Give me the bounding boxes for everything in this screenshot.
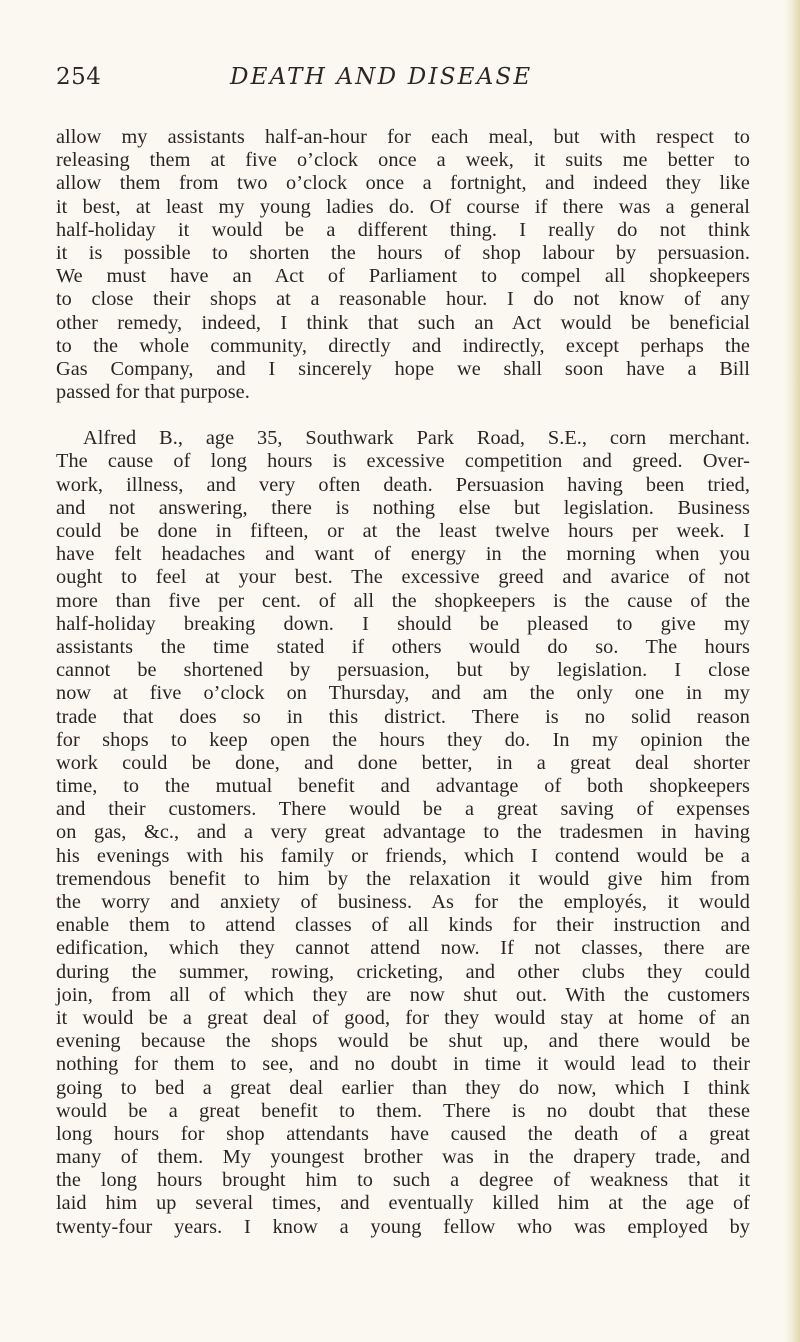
text-line: evening because the shops would be shut up, and there would be [56, 1030, 750, 1053]
text-line: it would be a great deal of good, for they would stay at home of an [56, 1006, 750, 1029]
text-line: and not answering, there is nothing else but legislation. Business [56, 496, 750, 519]
text-line: edification, which they cannot attend now. If not classes, there are [56, 937, 750, 960]
text-line: could be done in fifteen, or at the least twelve hours per week. I [56, 520, 750, 542]
text-line: to close their shops at a reasonable hour. I do not know of any [56, 288, 750, 311]
text-line: it is possible to shorten the hours of shop labour by persuasion. [56, 241, 750, 264]
text-line: nothing for them to see, and no doubt in time it would lead to their [56, 1053, 750, 1076]
paragraph [56, 126, 750, 404]
text-line: long hours for shop attendants have caused the death of a great [56, 1122, 750, 1145]
text-line: half-holiday it would be a different thing. I really do not think [56, 218, 750, 241]
text-line: The cause of long hours is excessive competition and greed. Over- [56, 450, 750, 473]
body-text [56, 126, 750, 1239]
text-line: join, from all of which they are now shut out. With the customers [56, 983, 750, 1006]
text-line: assistants the time stated if others would do so. The hours [56, 635, 750, 658]
text-line: trade that does so in this district. There is no solid reason [56, 705, 750, 728]
text-line: ought to feel at your best. The excessive greed and avarice of not [56, 566, 750, 589]
text-line: during the summer, rowing, cricketing, and other clubs they could [56, 960, 750, 983]
text-line: it best, at least my young ladies do. Of course if there was a general [56, 195, 750, 218]
text-line: passed for that purpose. [56, 381, 250, 404]
text-line: enable them to attend classes of all kinds for their instruction and [56, 914, 750, 937]
text-line: We must have an Act of Parliament to compel all shopkeepers [56, 265, 750, 288]
text-line: Gas Company, and I sincerely hope we shall soon have a Bill [56, 357, 750, 380]
text-line: work, illness, and very often death. Persuasion having been tried, [56, 473, 750, 496]
text-line: for shops to keep open the hours they do. In my opinion the [56, 728, 750, 751]
text-line: allow my assistants half-an-hour for each meal, but with respect to [56, 126, 750, 148]
text-line: the long hours brought him to such a degree of weakness that it [56, 1169, 750, 1192]
paragraph [56, 427, 750, 1239]
page-edge [784, 0, 800, 1342]
text-line: half-holiday breaking down. I should be pleased to give my [56, 612, 750, 635]
text-line: other remedy, indeed, I think that such an Act would be beneficial [56, 311, 750, 334]
text-line: to the whole community, directly and indirectly, except perhaps the [56, 334, 750, 357]
text-line: would be a great benefit to them. There is no doubt that these [56, 1099, 750, 1122]
text-line: twenty-four years. I know a young fellow who was employed by [56, 1215, 750, 1238]
page-header [56, 64, 756, 100]
text-line: more than five per cent. of all the shopkeepers is the cause of the [56, 589, 750, 612]
running-head: DEATH AND DISEASE [230, 64, 533, 90]
page-number: 254 [56, 64, 102, 90]
text-line: allow them from two o’clock once a fortnight, and indeed they like [56, 172, 750, 195]
text-line: have felt headaches and want of energy in the morning when you [56, 543, 750, 566]
text-line: work could be done, and done better, in a great deal shorter [56, 751, 750, 774]
text-line: tremendous benefit to him by the relaxation it would give him from [56, 867, 750, 890]
paragraph-gap [56, 404, 750, 427]
text-line: now at five o’clock on Thursday, and am the only one in my [56, 682, 750, 705]
text-line: and their customers. There would be a great saving of expenses [56, 798, 750, 821]
text-line: releasing them at five o’clock once a week, it suits me better to [56, 149, 750, 172]
text-line: cannot be shortened by persuasion, but by legislation. I close [56, 659, 750, 682]
text-line: on gas, &c., and a very great advantage to the tradesmen in having [56, 821, 750, 844]
text-line: going to bed a great deal earlier than they do now, which I think [56, 1076, 750, 1099]
text-line: time, to the mutual benefit and advantage of both shopkeepers [56, 775, 750, 798]
text-line: Alfred B., age 35, Southwark Park Road, S.E., corn merchant. [83, 427, 750, 450]
text-line: many of them. My youngest brother was in the drapery trade, and [56, 1146, 750, 1169]
text-line: his evenings with his family or friends, which I contend would be a [56, 844, 750, 867]
text-line: laid him up several times, and eventually killed him at the age of [56, 1192, 750, 1215]
text-line: the worry and anxiety of business. As for the employés, it would [56, 891, 750, 913]
